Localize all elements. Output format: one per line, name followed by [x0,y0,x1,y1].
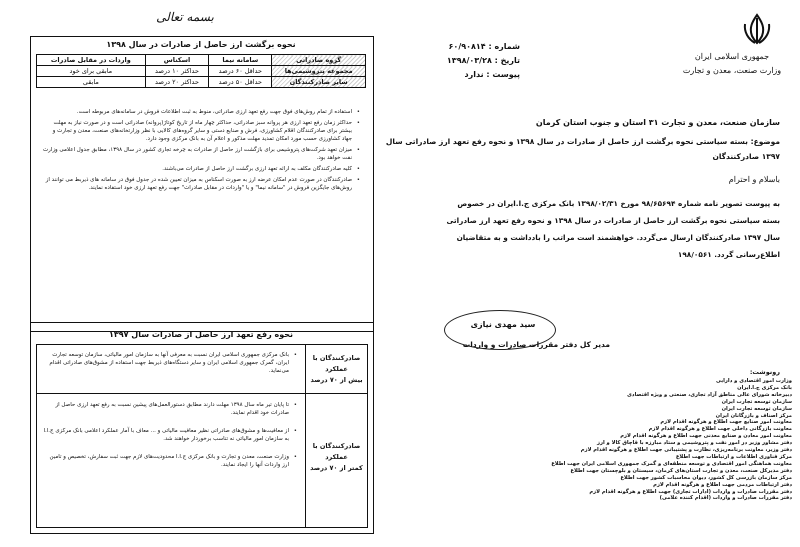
row-label-title: صادرکنندگان با عملکرد [312,354,361,373]
settlement-1397-table [36,344,368,528]
col-header: گروه صادراتی [272,55,366,66]
body-line: سال ۱۳۹۷ صادرکنندگان ارسال می‌گردد. خواهشمند است مراتب را بادداشت و به متقاضیان [456,233,780,242]
list-item: مرکز فناوری اطلاعات و ارتباطات جهت اطلاع [675,453,792,460]
col-header: سامانه نیما [209,55,272,66]
section-1397-title: نحوه رفع تعهد ارز حاصل از صادرات سال ۱۳۹۷ [108,330,294,339]
letter-number-value: ۶۰/۹۰۸۱۴ [448,42,486,51]
list-item: • میزان تعهد شرکت‌های پتروشیمی برای بازگشت ارز حاصل از صادرات به چرخه تجاری کشور در سال ۱۳۹۸، مطابق جدول اعلامی وزارت نفت خواهد بود. [42,146,352,162]
letter-number [420,40,520,54]
list-item: • صادرکنندگان در صورت عدم امکان عرضه ارز به صورت اسکناس به میزان تعیین شده در جدول فوق در سامانه های ذیربط می توانند از روش‌های جایگزین فروش در "سامانه نیما" و یا "واردات در مقابل صادرات" جهت رفع تعهد ارزی خود استفاده نمایند. [42,176,352,192]
subject-line1: موضوع: بسته سیاستی نحوه برگشت ارز حاصل از صادرات در سال ۱۳۹۸ و نحوه رفع تعهد ارز صادراتی سال [385,137,780,146]
gov-line1: جمهوری اسلامی ایران [694,52,770,61]
body-line: بسته سیاستی نحوه برگشت ارز حاصل از صادرات در سال ۱۳۹۸ و نحوه رفع تعهد ارز صادراتی [446,216,780,225]
body-line: اطلاع‌رسانی گردد. ۱۹۸/۰۵۶۱ [677,250,780,259]
letter-body [420,195,780,263]
rules-list [42,108,362,195]
gov-line2: وزارت صنعت، معدن و تجارت [682,66,782,75]
list-item: دفتر مشاور وزیر در امور نفت و پتروشیمی و ستاد مبارزه با قاچاق کالا و ارز [597,440,792,447]
col-header: واردات در مقابل صادرات [37,55,146,66]
list-item: دفتر مدیرکل صنعت، معدن و تجارت استان‌های کرمان، سیستان و بلوچستان جهت اطلاع [570,467,792,474]
list-item: دفتر مقررات صادرات و واردات (ادارات تجاری) جهت اطلاع و هرگونه اقدام لازم [589,488,792,495]
col-header: اسکناس [145,55,209,66]
table-row [37,77,366,88]
recipient: سازمان صنعت، معدن و تجارت ۳۱ استان و جنوب استان کرمان [535,118,780,127]
list-item: • حداکثر زمان رفع تعهد ارزی هر پروانه سبز صادراتی، حداکثر چهار ماه از تاریخ کوتاژ(پروانه) صادراتی است و در صورت نیاز به مهلت بیشتر برای صادرکنندگان اقلام کشاورزی، فرش و صنایع دستی و سایر گروه‌های کالایی با نظر وزارتخانه‌های صنعت، معدن و تجارت و جهاد کشاورزی حسب مورد امکان تمدید مهلت مذکور و اعلام آن به بانک مرکزی وجود دارد. [42,119,352,143]
list-item: • استفاده از تمام روش‌های فوق جهت رفع تعهد ارزی صادراتی، منوط به ثبت اطلاعات فروش در سامانه‌های مربوطه است. [42,108,352,116]
list-item: دفتر وزیر، معاونت برنامه‌ریزی، نظارت و پشتیبانی جهت اطلاع و هرگونه اقدام لازم [580,447,792,454]
list-item: مرکز اصناف و بازرگانان ایران [715,412,792,419]
table1-title: نحوه برگشت ارز حاصل از صادرات در سال ۱۳۹۸ [106,40,296,49]
list-item: • بانک مرکزی جمهوری اسلامی ایران نسبت به معرفی آنها به سازمان امور مالیاتی، سازمان توسعه تجارت ایران، گمرک جمهوری اسلامی ایران و سایر دستگاه‌های ذیربط جهت استفاده از مشوق‌های صادراتی اقدام می‌نماید. [43,351,289,375]
table-cell: حداقل ۶۰ درصد [209,66,272,77]
table-cell: مابقی [37,77,146,88]
row-label [305,345,367,393]
row-content [43,351,299,378]
row-label-title: صادرکنندگان با عملکرد [312,442,361,461]
row-label [305,393,367,527]
letter-attachment [420,68,520,82]
row-label-sub: بیش از ۷۰ درصد [310,376,363,384]
list-item: دفتر مقررات صادرات و واردات (اقدام کننده علامی) [659,495,792,502]
table-row [37,345,367,394]
table-cell: حداکثر ۲۰ درصد [145,77,209,88]
letter-date-label: تاریخ : [494,56,520,65]
table-cell: مابقی برای خود [37,66,146,77]
list-item: سازمان توسعه تجارت ایران [721,398,792,405]
row-label-sub: کمتر از ۷۰ درصد [310,464,363,472]
table-cell: مجموعه پتروشیمی‌ها [272,66,366,77]
letter-date-value: ۱۳۹۸/۰۳/۲۸ [446,56,492,65]
letter-meta [420,40,520,82]
list-item: مرکز سازمان بازرسی کل کشور، دیوان محاسبات کشور جهت اطلاع [620,474,792,481]
table-cell: حداقل ۵۰ درصد [209,77,272,88]
export-repatriation-table [36,54,366,88]
subject-line2: ۱۳۹۷ صادرکنندگان [712,152,780,161]
list-item: بانک مرکزی ج.ا.ایران [737,384,792,391]
table-row [37,393,367,527]
greeting: باسلام و احترام [728,175,780,184]
table-row [37,66,366,77]
list-item: • از معافیت‌ها و مشوق‌های صادراتی نظیر معافیت مالیاتی و ... معاف با آمار عملکرد اعلامی بانک مرکزی ج.ا.ا به سازمان امور مالیاتی نه تناسب برخوردار خواهند شد. [43,427,289,443]
list-item: معاونت بازرگانی داخلی جهت اطلاع و هرگونه اقدام لازم [648,426,792,433]
list-item: • کلیه صادرکنندگان مکلف به ارائه تعهد ارزی برگشت ارز حاصل از صادرات می‌باشند. [42,165,352,173]
list-item: سازمان توسعه تجارت ایران [721,405,792,412]
letter-date [420,54,520,68]
iran-emblem-icon [740,12,774,46]
list-item: • تا پایان تیر ماه سال ۱۳۹۸ مهلت دارند مطابق دستورالعمل‌های پیشین نسبت به رفع تعهد ارزی حاصل از صادرات خود اقدام نمایند. [43,401,289,417]
left-page [0,0,392,547]
letter-attachment-value: ندارد [464,70,484,79]
list-item: معاونت امور معادن و صنایع معدنی جهت اطلاع و هرگونه اقدام لازم [620,433,792,440]
body-line: به پیوست تصویر نامه شماره ۹۸/۶۵۶۹۴ مورخ ۱۳۹۸/۰۲/۳۱ بانک مرکزی ج.ا.ایران در خصوص [457,199,780,208]
row-content [43,401,299,472]
signer-title: مدیر کل دفتر مقررات صادرات و واردات [462,340,610,349]
letter-attachment-label: پیوست : [486,70,520,79]
cc-list [472,378,792,502]
signer-name: سید مهدی نیازی [470,320,536,329]
list-item: معاونت امور صنایع جهت اطلاع و هرگونه اقدام لازم [660,419,792,426]
list-item: معاونت هماهنگی امور اقتصادی و توسعه منطقه‌ای و گمرک جمهوری اسلامی ایران جهت اطلاع [551,460,792,467]
header-calligraphy: بسمه تعالی [156,10,214,24]
list-item: • وزارت صنعت، معدن و تجارت و بانک مرکزی ج.ا.ا محدودیت‌های لازم جهت ثبت سفارش، تخصیص و تامین ارز واردات آنها را ایجاد نمایند. [43,453,289,469]
table-cell: سایر صادرکنندگان [272,77,366,88]
table-header-row [37,55,366,66]
list-item: دبیرخانه شورای عالی مناطق آزاد تجاری، صنعتی و ویژه اقتصادی [627,391,792,398]
letter-number-label: شماره : [488,42,520,51]
right-page [385,0,800,547]
table-cell: حداکثر ۱۰ درصد [145,66,209,77]
list-item: وزارت امور اقتصادی و دارایی [715,378,792,384]
cc-title: رونوشت: [749,368,780,376]
list-item: دفتر ارتباطات مردمی جهت اطلاع و هرگونه اقدام لازم [653,481,792,488]
